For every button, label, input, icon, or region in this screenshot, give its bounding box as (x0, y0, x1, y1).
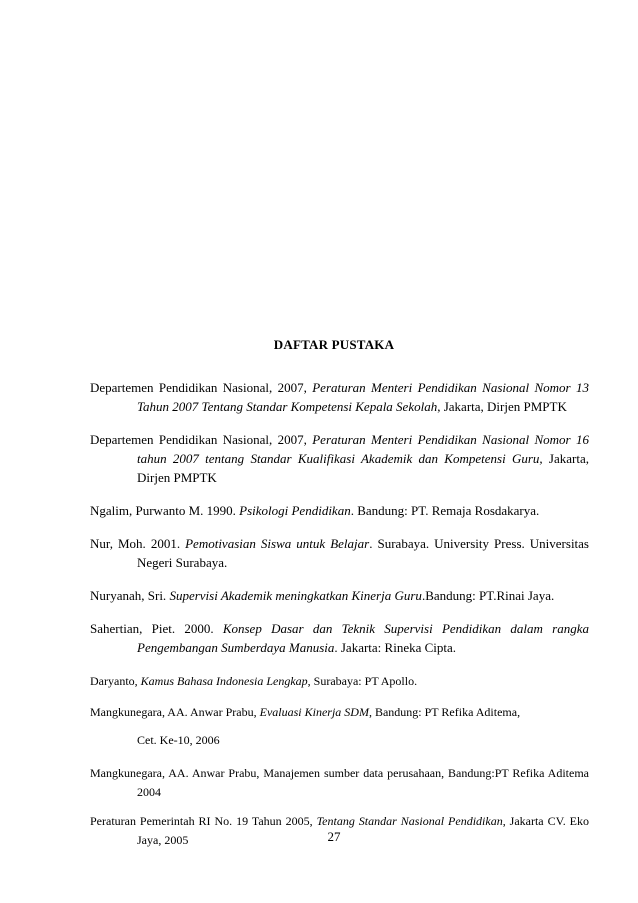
ref-author: Mangkunegara, AA. Anwar Prabu, Manajemen sumber data perusahaan, Bandung:PT Refika Aditema 2004 (90, 766, 589, 799)
reference-continuation: Cet. Ke-10, 2006 (137, 733, 220, 747)
ref-title: Kamus Bahasa Indonesia Lengkap (140, 674, 308, 688)
ref-publisher: , Jakarta, Dirjen PMPTK (437, 399, 567, 414)
ref-title: Peraturan Menteri Pendidikan Nasional Nomor 13 Tahun 2007 Tentang Standar Kompetensi Kepala Sekolah (137, 380, 589, 414)
ref-publisher: , Jakarta CV. Eko Jaya, 2005 (137, 814, 590, 847)
ref-title: Tentang Standar Nasional Pendidikan (316, 814, 503, 828)
reference-entry (90, 764, 589, 802)
ref-publisher: , Surabaya: PT Apollo. (307, 674, 418, 688)
reference-entry (90, 586, 589, 605)
page-title: DAFTAR PUSTAKA (273, 337, 395, 352)
ref-title: Pemotivasian Siswa untuk Belajar (185, 536, 370, 551)
ref-author: Ngalim, Purwanto M. 1990. (90, 503, 240, 518)
ref-author: Nuryanah, Sri. (90, 588, 170, 603)
reference-entry (90, 378, 589, 416)
ref-title: Supervisi Akademik meningkatkan Kinerja Guru (169, 588, 422, 603)
ref-author: Departemen Pendidikan Nasional, 2007, (90, 432, 313, 447)
ref-author: Sahertian, Piet. 2000. (90, 621, 223, 636)
ref-author: Peraturan Pemerintah RI No. 19 Tahun 2005, (90, 814, 317, 828)
page-number: 27 (327, 829, 341, 844)
ref-publisher: .Bandung: PT.Rinai Jaya. (421, 588, 555, 603)
reference-entry (90, 671, 589, 692)
reference-list (90, 378, 589, 860)
reference-entry (90, 534, 589, 572)
reference-entry (90, 619, 589, 657)
ref-title: Konsep Dasar dan Teknik Supervisi Pendidikan dalam rangka Pengembangan Sumberdaya Manusia (137, 621, 589, 655)
ref-publisher: . Surabaya. University Press. Universitas Negeri Surabaya. (137, 536, 589, 570)
ref-author: Mangkunegara, AA. Anwar Prabu, (90, 705, 260, 719)
ref-author: Daryanto, (90, 674, 141, 688)
reference-entry (90, 430, 589, 487)
reference-entry (90, 702, 589, 723)
ref-title: Peraturan Menteri Pendidikan Nasional Nomor 16 tahun 2007 tentang Standar Kualifikasi Akademik dan Kompetensi Guru, (137, 432, 589, 466)
reference-entry (90, 501, 589, 520)
ref-author: Nur, Moh. 2001. (90, 536, 186, 551)
ref-publisher: . Jakarta: Rineka Cipta. (334, 640, 457, 655)
ref-publisher: . Bandung: PT. Remaja Rosdakarya. (350, 503, 540, 518)
ref-title: Evaluasi Kinerja SDM (259, 705, 369, 719)
ref-publisher: Jakarta, Dirjen PMPTK (137, 451, 589, 485)
ref-author: Departemen Pendidikan Nasional, 2007, (90, 380, 313, 395)
ref-publisher: , Bandung: PT Refika Aditema, (368, 705, 521, 719)
ref-title: Psikologi Pendidikan (239, 503, 351, 518)
